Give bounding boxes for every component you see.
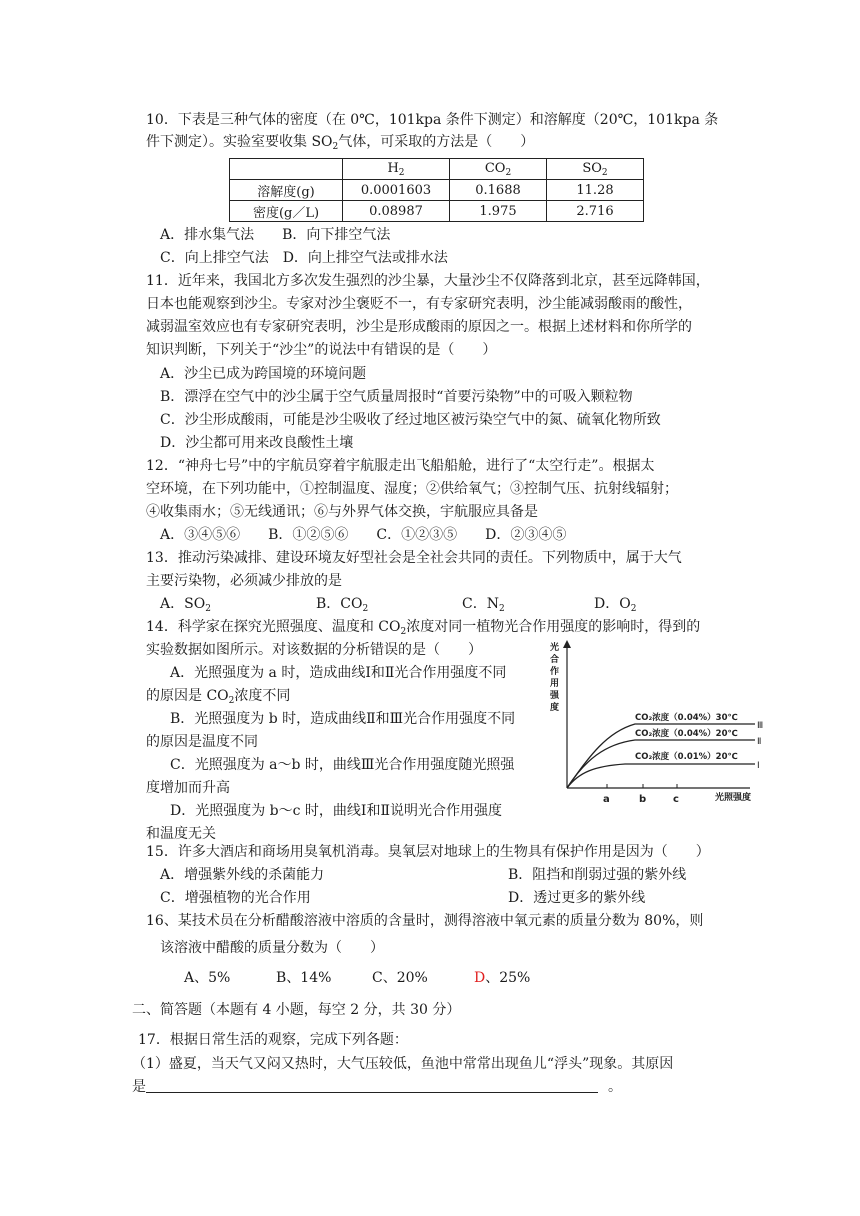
q11-line: 11．近年来，我国北方多次发生强烈的沙尘暴，大量沙尘不仅降落到北京，甚至远降韩国， [146, 273, 710, 289]
table-header-cell: $H_2$ [343, 159, 450, 180]
q16-option-b: B、14% [276, 970, 332, 986]
answer-mark: D [474, 970, 486, 986]
q11-line: 日本也能观察到沙尘。专家对沙尘褒贬不一，有专家研究表明，沙尘能减弱酸雨的酸性， [146, 296, 692, 312]
q14-line1: 14．科学家在探究光照强度、温度和 $CO_2$浓度对同一植物光合作用强度的影响时，得到的 [146, 619, 701, 637]
q11-option-a: A．沙尘已成为跨国境的环境问题 [160, 366, 367, 382]
q15-option-c: C．增强植物的光合作用 [160, 890, 311, 906]
x-tick-label-b: b [639, 794, 647, 805]
q12-line: 空环境，在下列功能中，①控制温度、湿度；②供给氧气；③控制气压、抗射线辐射； [146, 481, 678, 497]
table-header-cell: $CO_2$ [450, 159, 547, 180]
q12-options: A．③④⑤⑥ B．①②⑤⑥ C．①②③⑤ D．②③④⑤ [160, 527, 567, 543]
q15-option-d: D．透过更多的紫外线 [508, 890, 646, 906]
section-heading: 二、简答题（本题有 4 小题，每空 2 分，共 30 分） [132, 1002, 461, 1018]
y-axis-arrow [563, 640, 571, 648]
curve-i-roman: Ⅰ [757, 761, 760, 771]
answer-blank[interactable] [146, 1078, 598, 1093]
photosynthesis-figure [545, 640, 775, 810]
table-row [230, 180, 644, 201]
q10-line1: 10．下表是三种气体的密度（在 0℃，101kpa 条件下测定）和溶解度（20℃，101kpa 条 [146, 112, 719, 128]
q16-option-c: C、20% [372, 970, 428, 986]
q10-options-cd: C．向上排空气法 D．向上排空气法或排水法 [160, 250, 448, 266]
q13-option-b: B．$CO_2$ [316, 596, 369, 614]
q14-line2: 实验数据如图所示。对该数据的分析错误的是（ ） [146, 642, 482, 658]
q14-option-a-cont: 的原因是 $CO_2$浓度不同 [146, 688, 291, 706]
q14-option-c: C．光照强度为 a～b 时，曲线Ⅲ光合作用强度随光照强 [170, 757, 515, 773]
table-row [230, 201, 644, 222]
q12-line: ④收集雨水；⑤无线通讯；⑥与外界气体交换，宇航服应具备是 [146, 504, 538, 520]
q14-option-b-cont: 的原因是温度不同 [146, 734, 258, 750]
q14-option-b: B．光照强度为 b 时，造成曲线Ⅱ和Ⅲ光合作用强度不同 [170, 711, 516, 727]
q17-stem: 17．根据日常生活的观察，完成下列各题： [138, 1032, 408, 1048]
curve-i-label: CO₂浓度（0.01%）20℃ [635, 752, 738, 762]
q14-option-d-cont: 和温度无关 [146, 826, 216, 842]
curve-iii-label: CO₂浓度（0.04%）30℃ [635, 713, 738, 723]
curve-i [567, 764, 755, 788]
x-axis-label: 光照强度 [715, 793, 752, 803]
table-cell: 0.0001603 [343, 180, 450, 201]
q13-option-c: C．$N_2$ [462, 596, 505, 614]
q14-option-a: A．光照强度为 a 时，造成曲线Ⅰ和Ⅱ光合作用强度不同 [170, 665, 507, 681]
table-cell: 11.28 [547, 180, 644, 201]
q12-line: 12．“神舟七号”中的宇航员穿着宇航服走出飞船船舱，进行了“太空行走”。根据太 [146, 458, 655, 474]
q13-line2: 主要污染物，必须减少排放的是 [146, 573, 342, 589]
q15-option-b: B．阻挡和削弱过强的紫外线 [508, 867, 687, 883]
table-cell: 0.08987 [343, 201, 450, 222]
table-cell: 溶解度(g) [230, 180, 343, 201]
x-tick-label-a: a [603, 794, 610, 805]
q16-option-a: A、5% [184, 970, 231, 986]
q17-part1: （1）盛夏，当天气又闷又热时，大气压较低，鱼池中常常出现鱼儿“浮头”现象。其原因 [132, 1056, 674, 1072]
q13-option-a: A．$SO_2$ [160, 596, 211, 614]
y-axis-label: 光合作用强度 [550, 643, 560, 713]
table-header-cell [230, 159, 343, 180]
q17-part1-answer-line: 是 。 [132, 1079, 622, 1095]
table-cell: 0.1688 [450, 180, 547, 201]
table-cell: 密度(g／L) [230, 201, 343, 222]
q11-option-c: C．沙尘形成酸雨，可能是沙尘吸收了经过地区被污染空气中的氮、硫氧化物所致 [160, 412, 661, 428]
q11-option-b: B．漂浮在空气中的沙尘属于空气质量周报时“首要污染物”中的可吸入颗粒物 [160, 389, 633, 405]
curve-iii-roman: Ⅲ [757, 721, 764, 731]
table-cell: 1.975 [450, 201, 547, 222]
q13-option-d: D．$O_2$ [594, 596, 637, 614]
q16-line2: 该溶液中醋酸的质量分数为（ ） [160, 940, 384, 956]
q16-line1: 16、某技术员在分析醋酸溶液中溶质的含量时，测得溶液中氧元素的质量分数为 80%，则 [146, 913, 704, 929]
q15-stem: 15．许多大酒店和商场用臭氧机消毒。臭氧层对地球上的生物具有保护作用是因为（ ） [146, 844, 710, 860]
x-tick-label-c: c [673, 794, 679, 805]
table-header-cell: $SO_2$ [547, 159, 644, 180]
gas-property-table [229, 158, 644, 222]
table-header-row [230, 159, 644, 180]
q16-option-d: D、25% [474, 970, 531, 986]
q11-line: 减弱温室效应也有专家研究表明，沙尘是形成酸雨的原因之一。根据上述材料和你所学的 [146, 319, 692, 335]
q10-options-ab: A．排水集气法 B．向下排空气法 [160, 227, 391, 243]
q13-line1: 13．推动污染减排、建设环境友好型社会是全社会共同的责任。下列物质中，属于大气 [146, 550, 682, 566]
table-cell: 2.716 [547, 201, 644, 222]
q11-line: 知识判断，下列关于“沙尘”的说法中有错误的是（ ） [146, 342, 497, 358]
q10-line2: 件下测定）。实验室要收集 $SO_2$气体，可采取的方法是（ ） [146, 134, 535, 152]
q11-option-d: D．沙尘都可用来改良酸性土壤 [160, 435, 354, 451]
curve-ii-label: CO₂浓度（0.04%）20℃ [635, 729, 738, 739]
curve-ii-roman: Ⅱ [757, 737, 762, 747]
q14-option-d: D．光照强度为 b～c 时，曲线Ⅰ和Ⅱ说明光合作用强度 [170, 803, 502, 819]
q14-option-c-cont: 度增加而升高 [146, 780, 230, 796]
q15-option-a: A．增强紫外线的杀菌能力 [160, 867, 325, 883]
